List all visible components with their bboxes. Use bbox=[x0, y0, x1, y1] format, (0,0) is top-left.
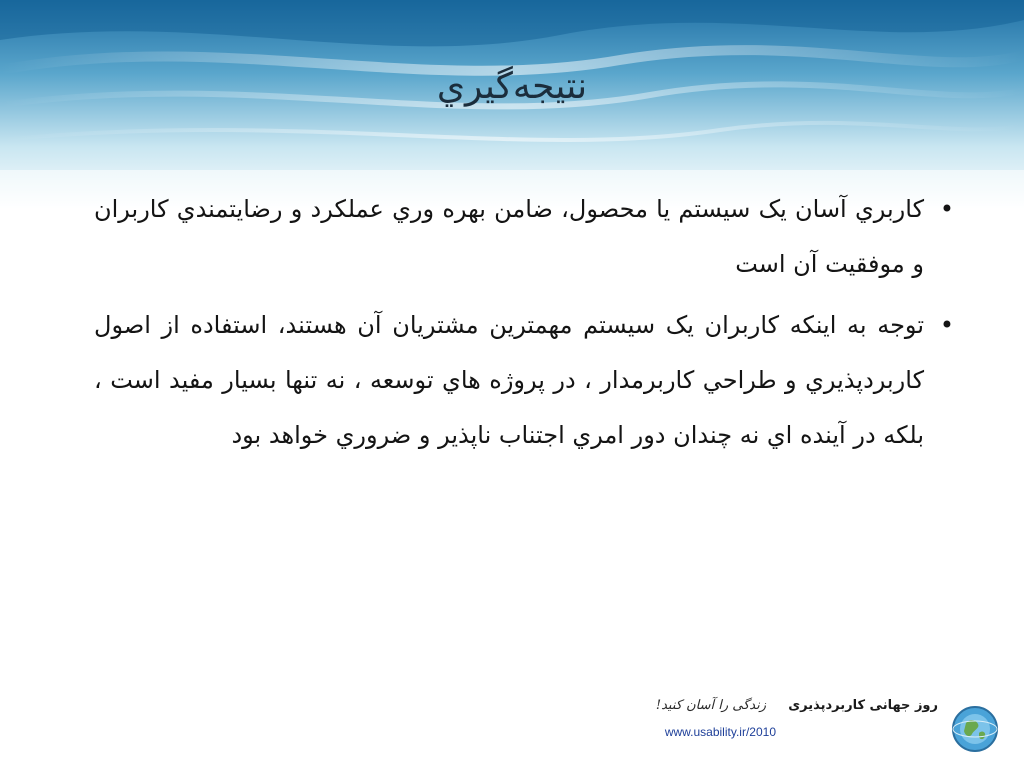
bullet-item bbox=[94, 182, 954, 292]
globe-icon bbox=[952, 706, 998, 752]
slogan: زندگی را آسان کنید! bbox=[655, 698, 766, 713]
website-link[interactable]: www.usability.ir/2010 bbox=[664, 725, 776, 739]
bullet-text: کاربري آسان يک سيستم يا محصول، ضامن بهره وري عملکرد و رضايتمندي کاربران و موفقيت آن است bbox=[94, 195, 924, 278]
event-name: روز جهانی کاربردپذیری bbox=[788, 698, 938, 713]
bullet-text: توجه به اينکه کاربران يک سيستم مهمترين مشتريان آن هستند، استفاده از اصول کاربردپذيري و طراحي کاربرمدار ، در پروژه هاي توسعه ، نه تنها بسيار مفيد است ، بلکه در آينده اي نه چندان دور امري اجتناب ناپذير و ضروري خواهد بود bbox=[94, 311, 924, 449]
bullet-item bbox=[94, 298, 954, 463]
slide-title: نتيجه‌گيري bbox=[436, 66, 588, 107]
bullet-point-icon: • bbox=[939, 311, 954, 339]
slide-footer bbox=[0, 688, 1024, 768]
bullet-list bbox=[94, 182, 954, 469]
bullet-point-icon: • bbox=[939, 195, 954, 223]
